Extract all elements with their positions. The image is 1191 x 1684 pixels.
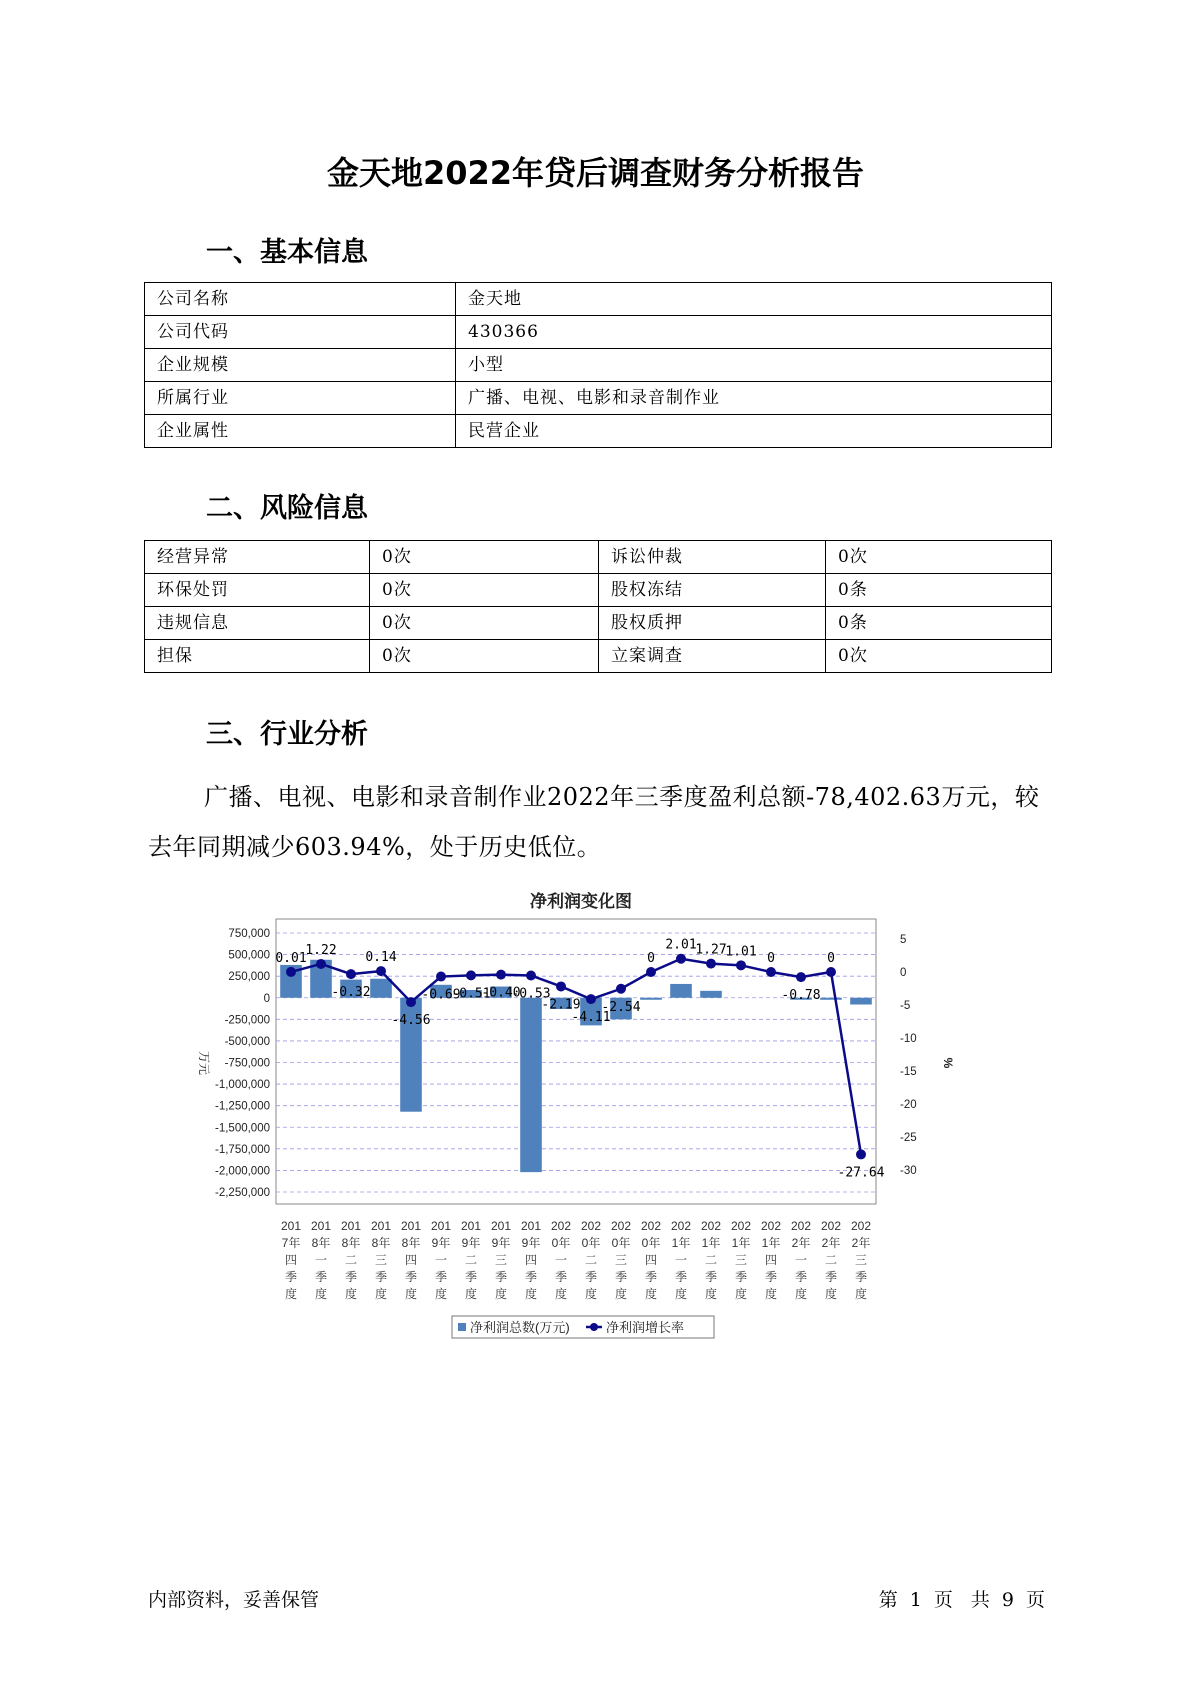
- data-label: -0.51: [451, 986, 491, 1002]
- x-tick-label: 0年: [581, 1236, 601, 1250]
- risk-value: 0次: [826, 541, 1052, 574]
- growth-rate-point: [826, 967, 836, 977]
- y-right-tick-label: -20: [900, 1099, 917, 1111]
- x-tick-label: 201: [310, 1219, 332, 1233]
- x-tick-label: 202: [550, 1219, 572, 1233]
- table-row: [145, 415, 1052, 448]
- y-left-tick-label: 0: [263, 992, 270, 1005]
- risk-label: 担保: [145, 640, 370, 673]
- data-label: -2.19: [541, 997, 581, 1013]
- x-tick-label: 度: [494, 1287, 508, 1301]
- risk-label: 立案调查: [599, 640, 826, 673]
- field-value: 民营企业: [456, 415, 1052, 448]
- x-tick-label: 季: [824, 1270, 838, 1284]
- x-tick-label: 0年: [611, 1236, 631, 1250]
- field-label: 公司名称: [145, 283, 456, 316]
- y-left-tick-label: -1,500,000: [215, 1122, 270, 1135]
- x-tick-label: 201: [490, 1219, 512, 1233]
- data-label: 0: [827, 951, 835, 966]
- table-row: [145, 607, 1052, 640]
- x-tick-label: 度: [524, 1287, 538, 1301]
- x-tick-label: 季: [794, 1270, 808, 1284]
- x-tick-label: 一: [674, 1253, 688, 1267]
- growth-rate-point: [496, 970, 506, 980]
- x-tick-label: 季: [614, 1270, 628, 1284]
- footer-page-number: [873, 1585, 1051, 1612]
- chart-title: 净利润变化图: [530, 892, 632, 911]
- table-row: [145, 349, 1052, 382]
- x-tick-label: 季: [464, 1270, 478, 1284]
- data-label: -0.53: [511, 986, 551, 1002]
- x-tick-label: 8年: [341, 1236, 361, 1250]
- y-left-tick-label: 250,000: [228, 971, 270, 984]
- y-left-axis-label: 万元: [197, 1050, 211, 1076]
- x-tick-label: 三: [614, 1253, 628, 1267]
- x-tick-label: 季: [344, 1270, 358, 1284]
- growth-rate-point: [406, 997, 416, 1007]
- x-tick-label: 四: [524, 1253, 538, 1267]
- x-tick-label: 季: [284, 1270, 298, 1284]
- data-label: -27.64: [837, 1165, 885, 1181]
- footer-confidential-note: 内部资料，妥善保管: [148, 1589, 320, 1611]
- x-tick-label: 1年: [761, 1236, 781, 1250]
- table-row: [145, 316, 1052, 349]
- x-tick-label: 季: [434, 1270, 448, 1284]
- x-tick-label: 二: [824, 1253, 838, 1267]
- x-tick-label: 季: [644, 1270, 658, 1284]
- x-tick-label: 季: [374, 1270, 388, 1284]
- x-tick-label: 季: [854, 1270, 868, 1284]
- x-tick-label: 度: [464, 1287, 478, 1301]
- x-tick-label: 三: [374, 1253, 388, 1267]
- x-tick-label: 度: [704, 1287, 718, 1301]
- x-tick-label: 一: [314, 1253, 328, 1267]
- growth-rate-point: [676, 954, 686, 964]
- field-value: 430366: [456, 316, 1052, 349]
- growth-rate-point: [616, 984, 626, 994]
- growth-rate-point: [706, 959, 716, 969]
- risk-label: 诉讼仲裁: [599, 541, 826, 574]
- x-tick-label: 度: [674, 1287, 688, 1301]
- y-left-tick-label: -750,000: [224, 1057, 270, 1070]
- data-label: 0: [767, 951, 775, 966]
- x-tick-label: 四: [404, 1253, 418, 1267]
- x-tick-label: 四: [764, 1253, 778, 1267]
- data-label: -4.11: [571, 1010, 611, 1026]
- y-right-axis-label: %: [941, 1057, 955, 1069]
- x-tick-label: 一: [794, 1253, 808, 1267]
- x-tick-label: 201: [370, 1219, 392, 1233]
- risk-label: 股权冻结: [599, 574, 826, 607]
- x-tick-label: 202: [700, 1219, 722, 1233]
- x-tick-label: 2年: [791, 1236, 811, 1250]
- x-tick-label: 9年: [461, 1236, 481, 1250]
- x-tick-label: 三: [734, 1253, 748, 1267]
- growth-rate-point: [286, 967, 296, 977]
- data-label: 0.14: [365, 950, 397, 966]
- x-tick-label: 201: [340, 1219, 362, 1233]
- x-tick-label: 度: [314, 1287, 328, 1301]
- x-tick-label: 度: [794, 1287, 808, 1301]
- data-label: 0: [647, 951, 655, 966]
- net-profit-chart: [176, 885, 976, 1345]
- industry-analysis-paragraph: 广播、电视、电影和录音制作业2022年三季度盈利总额-78,402.63万元，较去年同期减少603.94%，处于历史低位。: [148, 783, 1040, 861]
- x-tick-label: 度: [824, 1287, 838, 1301]
- x-tick-label: 8年: [311, 1236, 331, 1250]
- data-label: -4.56: [391, 1013, 431, 1029]
- data-label: -0.78: [781, 988, 821, 1004]
- x-tick-label: 8年: [371, 1236, 391, 1250]
- risk-value: 0次: [370, 640, 599, 673]
- table-row: [145, 283, 1052, 316]
- x-tick-label: 一: [434, 1253, 448, 1267]
- x-tick-label: 201: [400, 1219, 422, 1233]
- growth-rate-point: [436, 972, 446, 982]
- bar: [370, 979, 392, 998]
- growth-rate-point: [376, 966, 386, 976]
- data-label: -0.69: [421, 987, 461, 1003]
- x-tick-label: 度: [734, 1287, 748, 1301]
- risk-value: 0次: [370, 607, 599, 640]
- x-tick-label: 四: [284, 1253, 298, 1267]
- y-right-tick-label: 0: [900, 967, 907, 979]
- x-tick-label: 9年: [491, 1236, 511, 1250]
- bar: [640, 998, 662, 1000]
- page-prefix: 第: [878, 1589, 898, 1611]
- x-tick-label: 二: [584, 1253, 598, 1267]
- growth-rate-point: [766, 967, 776, 977]
- growth-rate-point: [556, 981, 566, 991]
- growth-rate-point: [526, 970, 536, 980]
- risk-value: 0条: [826, 574, 1052, 607]
- data-label: -0.40: [481, 985, 521, 1001]
- field-value: 广播、电视、电影和录音制作业: [456, 382, 1052, 415]
- bar: [670, 984, 692, 998]
- x-tick-label: 1年: [671, 1236, 691, 1250]
- chart-svg: [176, 885, 976, 1345]
- table-row: [145, 640, 1052, 673]
- x-tick-label: 201: [520, 1219, 542, 1233]
- legend-bar-label: 净利润总数(万元): [470, 1320, 570, 1335]
- x-tick-label: 1年: [701, 1236, 721, 1250]
- x-tick-label: 度: [644, 1287, 658, 1301]
- x-tick-label: 度: [854, 1287, 868, 1301]
- field-value: 金天地: [456, 283, 1052, 316]
- growth-rate-point: [646, 967, 656, 977]
- table-row: [145, 574, 1052, 607]
- risk-value: 0条: [826, 607, 1052, 640]
- risk-info-table: [144, 540, 1052, 673]
- risk-label: 环保处罚: [145, 574, 370, 607]
- x-tick-label: 季: [554, 1270, 568, 1284]
- growth-rate-point: [346, 969, 356, 979]
- y-left-tick-label: -2,250,000: [215, 1187, 270, 1199]
- x-tick-label: 季: [524, 1270, 538, 1284]
- x-tick-label: 度: [344, 1287, 358, 1301]
- x-tick-label: 二: [704, 1253, 718, 1267]
- page-total: 9: [1001, 1589, 1014, 1611]
- x-tick-label: 1年: [731, 1236, 751, 1250]
- section-heading-risk-info: 二、风险信息: [206, 493, 368, 524]
- data-label: -2.54: [601, 999, 641, 1015]
- page-unit: 页: [933, 1589, 953, 1611]
- x-tick-label: 度: [374, 1287, 388, 1301]
- x-tick-label: 202: [580, 1219, 602, 1233]
- y-right-tick-label: -25: [900, 1132, 917, 1144]
- x-tick-label: 度: [404, 1287, 418, 1301]
- data-label: -0.32: [331, 985, 371, 1001]
- legend-bar-swatch: [458, 1323, 466, 1331]
- x-tick-label: 202: [670, 1219, 692, 1233]
- x-tick-label: 201: [430, 1219, 452, 1233]
- legend-line-label: 净利润增长率: [606, 1320, 685, 1335]
- x-tick-label: 季: [584, 1270, 598, 1284]
- x-tick-label: 201: [280, 1219, 302, 1233]
- table-row: [145, 382, 1052, 415]
- growth-rate-point: [586, 994, 596, 1004]
- x-tick-label: 度: [614, 1287, 628, 1301]
- y-right-tick-label: -10: [900, 1033, 917, 1045]
- x-tick-label: 季: [764, 1270, 778, 1284]
- x-tick-label: 202: [790, 1219, 812, 1233]
- growth-rate-point: [856, 1149, 866, 1159]
- x-tick-label: 度: [554, 1287, 568, 1301]
- x-tick-label: 二: [464, 1253, 478, 1267]
- y-left-tick-label: 750,000: [228, 928, 270, 940]
- field-label: 公司代码: [145, 316, 456, 349]
- total-unit: 页: [1025, 1589, 1045, 1611]
- y-right-tick-label: 5: [900, 934, 907, 946]
- x-tick-label: 2年: [821, 1236, 841, 1250]
- x-tick-label: 度: [764, 1287, 778, 1301]
- x-tick-label: 202: [640, 1219, 662, 1233]
- x-tick-label: 202: [760, 1219, 782, 1233]
- legend-line-marker: [590, 1323, 598, 1331]
- y-right-tick-label: -30: [900, 1165, 917, 1177]
- y-left-tick-label: -1,750,000: [215, 1143, 270, 1156]
- x-tick-label: 季: [404, 1270, 418, 1284]
- x-tick-label: 季: [704, 1270, 718, 1284]
- field-value: 小型: [456, 349, 1052, 382]
- x-tick-label: 度: [284, 1287, 298, 1301]
- field-label: 企业规模: [145, 349, 456, 382]
- growth-rate-point: [796, 972, 806, 982]
- bar: [850, 998, 872, 1005]
- document-title: 金天地2022年贷后调查财务分析报告: [326, 154, 865, 192]
- data-label: 1.27: [695, 942, 727, 958]
- y-left-tick-label: 500,000: [228, 949, 270, 962]
- data-label: 0.01: [275, 950, 307, 966]
- bar: [700, 991, 722, 998]
- risk-value: 0次: [826, 640, 1052, 673]
- risk-value: 0次: [370, 541, 599, 574]
- basic-info-table: [144, 282, 1052, 448]
- field-label: 企业属性: [145, 415, 456, 448]
- x-tick-label: 202: [850, 1219, 872, 1233]
- risk-value: 0次: [370, 574, 599, 607]
- x-tick-label: 二: [344, 1253, 358, 1267]
- section-heading-industry-analysis: 三、行业分析: [206, 719, 368, 750]
- growth-rate-point: [316, 959, 326, 969]
- table-row: [145, 541, 1052, 574]
- page-current: 1: [909, 1589, 922, 1611]
- x-tick-label: 9年: [521, 1236, 541, 1250]
- x-tick-label: 度: [584, 1287, 598, 1301]
- bar: [520, 998, 542, 1172]
- data-label: 1.22: [305, 942, 337, 958]
- field-label: 所属行业: [145, 382, 456, 415]
- x-tick-label: 四: [644, 1253, 658, 1267]
- y-right-tick-label: -15: [900, 1066, 917, 1078]
- x-tick-label: 9年: [431, 1236, 451, 1250]
- x-tick-label: 季: [734, 1270, 748, 1284]
- x-tick-label: 202: [730, 1219, 752, 1233]
- y-left-tick-label: -1,000,000: [215, 1079, 270, 1092]
- risk-label: 股权质押: [599, 607, 826, 640]
- x-tick-label: 7年: [281, 1236, 301, 1250]
- section-heading-basic-info: 一、基本信息: [206, 237, 368, 268]
- x-tick-label: 0年: [641, 1236, 661, 1250]
- y-left-tick-label: -500,000: [224, 1035, 270, 1048]
- x-tick-label: 一: [554, 1253, 568, 1267]
- x-tick-label: 0年: [551, 1236, 571, 1250]
- x-tick-label: 202: [820, 1219, 842, 1233]
- x-tick-label: 季: [674, 1270, 688, 1284]
- y-left-tick-label: -250,000: [224, 1014, 270, 1027]
- y-left-tick-label: -2,000,000: [215, 1165, 270, 1178]
- growth-rate-point: [736, 960, 746, 970]
- data-label: 1.01: [725, 944, 757, 960]
- x-tick-label: 2年: [851, 1236, 871, 1250]
- x-tick-label: 202: [610, 1219, 632, 1233]
- y-left-tick-label: -1,250,000: [215, 1100, 270, 1113]
- y-right-tick-label: -5: [900, 1000, 911, 1012]
- x-tick-label: 度: [434, 1287, 448, 1301]
- x-tick-label: 三: [854, 1253, 868, 1267]
- x-tick-label: 8年: [401, 1236, 421, 1250]
- x-tick-label: 季: [494, 1270, 508, 1284]
- risk-label: 违规信息: [145, 607, 370, 640]
- data-label: 2.01: [665, 937, 697, 953]
- x-tick-label: 季: [314, 1270, 328, 1284]
- bar: [820, 998, 842, 1000]
- risk-label: 经营异常: [145, 541, 370, 574]
- x-tick-label: 三: [494, 1253, 508, 1267]
- total-prefix: 共: [970, 1589, 990, 1611]
- growth-rate-point: [466, 970, 476, 980]
- x-tick-label: 201: [460, 1219, 482, 1233]
